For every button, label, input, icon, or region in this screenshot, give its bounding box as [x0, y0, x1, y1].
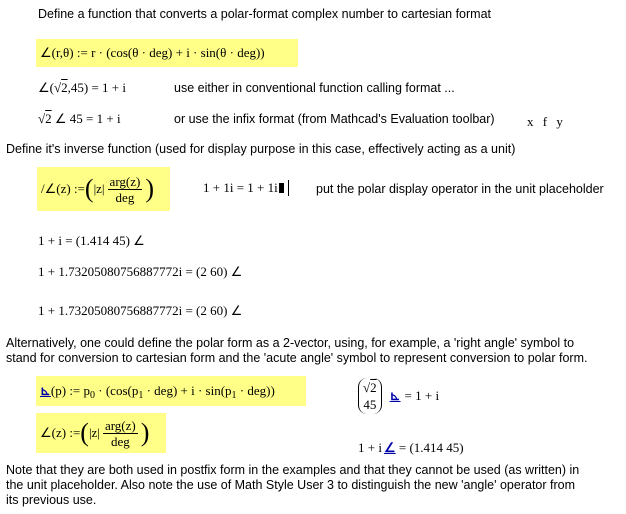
result-1[interactable]: 1 + i = (1.414 45) ∠: [38, 233, 145, 248]
fraction: $\frac{\text{arg(z)}}{\text{deg}}$: [104, 417, 136, 449]
two-vector: √2 45: [358, 378, 382, 414]
left-paren: (: [84, 174, 94, 203]
intro-text-2: Define it's inverse function (used for display purpose in this case, effectively acting as a unit): [6, 142, 516, 156]
def-rhs: r · (cos(θ · deg) + i · sin(θ · deg)): [91, 45, 265, 60]
right-paren: ): [140, 418, 150, 447]
right-angle-symbol: ⊾: [40, 383, 51, 398]
paragraph-2-line-3: its previous use.: [6, 493, 97, 507]
paragraph-1-line-1: Alternatively, one could define the polar form as a 2-vector, using, for example, a 'right angle' symbol to: [6, 336, 575, 350]
result-3[interactable]: 1 + 1.73205080756887772i = (2 60) ∠: [38, 303, 243, 318]
intro-text-1: Define a function that converts a polar-format complex number to cartesian format: [38, 7, 491, 21]
unit-placeholder-marker: [279, 183, 284, 193]
right-angle-symbol: ⊾: [389, 388, 401, 403]
right-angle-function-definition[interactable]: ⊾(p) := $p_0 \cdot (\cos(p_1 \cdot deg) + i \cdot \sin(p_1 \cdot deg))$: [36, 376, 306, 406]
inverse-function-definition[interactable]: /∠(z) := ( |z| $\frac{\text{arg(z)}}{\text{deg}}$ ): [37, 167, 170, 211]
sqrt-icon: √: [363, 380, 371, 395]
vector-evaluation[interactable]: √2 45 ⊾ = 1 + i: [358, 378, 439, 414]
def-assign: :=: [76, 45, 88, 60]
result-2[interactable]: 1 + 1.73205080756887772i = (2 60) ∠: [38, 264, 243, 279]
acute-angle-symbol: ∠: [383, 440, 396, 455]
paragraph-2-line-2: the unit placeholder. Also note the use of Math Style User 3 to distinguish the new 'angle' operator from: [6, 478, 576, 492]
polar-call-infix[interactable]: √2 ∠ 45 = 1 + i: [38, 111, 121, 126]
fraction: $\frac{\text{arg(z)}}{\text{deg}}$: [109, 173, 141, 205]
unit-placeholder-note: put the polar display operator in the unit placeholder: [316, 182, 604, 196]
paragraph-2-line-1: Note that they are both used in postfix form in the examples and that they cannot be used (as written) in: [6, 463, 580, 477]
sqrt-icon: √: [38, 111, 46, 126]
acute-angle-function-definition[interactable]: ∠(z) := ( |z| $\frac{\text{arg(z)}}{\text{deg}}$ ): [36, 413, 166, 453]
sqrt-icon: √: [53, 80, 62, 95]
text-cursor-icon: [288, 180, 289, 196]
def-lhs: ∠(r,θ): [40, 45, 74, 60]
polar-function-definition[interactable]: [36, 39, 298, 67]
acute-evaluation[interactable]: 1 + i ∠ = (1.414 45): [358, 440, 464, 455]
paragraph-1-line-2: stand for conversion to cartesian form and the 'acute angle' symbol to represent conversion to polar form.: [6, 351, 588, 365]
call-conventional-note: use either in conventional function calling format ...: [174, 81, 455, 95]
polar-call-conventional[interactable]: ∠(√2,45) = 1 + i: [38, 80, 126, 95]
evaluation-toolbar-label: x f y: [527, 114, 566, 129]
call-infix-note: or use the infix format (from Mathcad's Evaluation toolbar): [174, 112, 495, 126]
right-paren: ): [145, 174, 155, 203]
left-paren: (: [80, 418, 89, 447]
unit-placeholder-equation[interactable]: 1 + 1i = 1 + 1i: [203, 180, 289, 196]
